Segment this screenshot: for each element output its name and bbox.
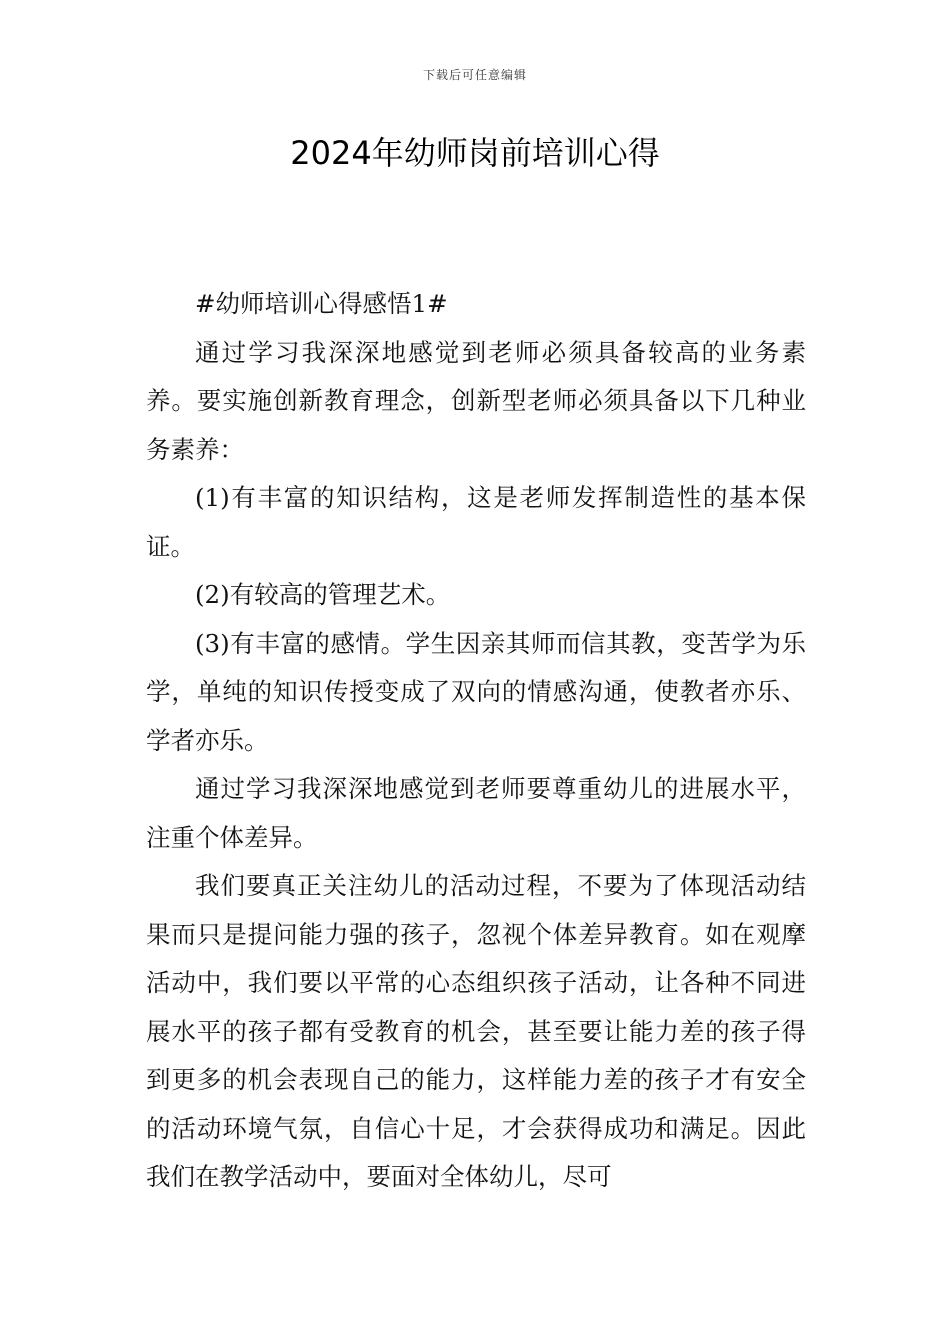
header-note: 下载后可任意编辑 (422, 68, 527, 82)
paragraph-list-item: (3)有丰富的感情。学生因亲其师而信其教，变苦学为乐学，单纯的知识传授变成了双向的情感沟通，使教者亦乐、学者亦乐。 (146, 628, 806, 755)
paragraph-list-item: (1)有丰富的知识结构，这是老师发挥制造性的基本保证。 (146, 483, 806, 561)
paragraph: 我们要真正关注幼儿的活动过程，不要为了体现活动结果而只是提问能力强的孩子，忽视个体差异教育。如在观摩活动中，我们要以平常的心态组织孩子活动，让各种不同进展水平的孩子都有受教育的机会，甚至要让能力差的孩子得到更多的机会表现自己的能力，这样能力差的孩子才有安全的活动环境气氛，自信心十足，才会获得成功和满足。因此我们在教学活动中，要面对全体幼儿，尽可 (146, 871, 806, 1191)
document-title: 2024年幼师岗前培训心得 (290, 134, 660, 172)
document-body (146, 280, 806, 1202)
paragraph: 通过学习我深深地感觉到老师要尊重幼儿的进展水平，注重个体差异。 (146, 774, 806, 852)
paragraph-list-item: (2)有较高的管理艺术。 (195, 580, 451, 609)
paragraph: 通过学习我深深地感觉到老师必须具备较高的业务素养。要实施创新教育理念，创新型老师必须具备以下几种业务素养： (146, 337, 806, 464)
paragraph-section-heading: #幼师培训心得感悟1# (195, 289, 448, 318)
